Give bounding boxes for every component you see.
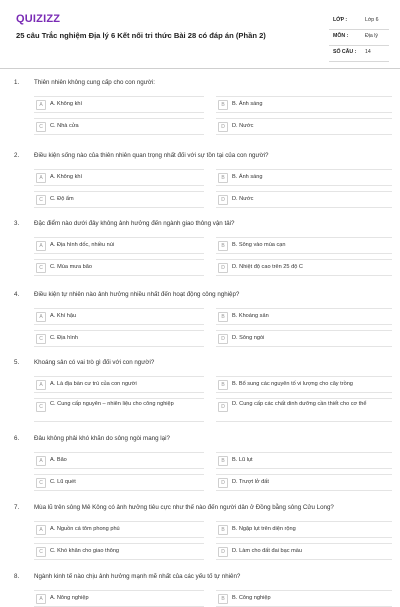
answer-option-b[interactable] [216,590,392,607]
answer-text: D. Nước [232,196,254,202]
answer-text: C. Nhà cửa [50,123,79,129]
answer-letter-badge: A [36,525,46,535]
answer-text: B. Ngập lụt trên diện rộng [232,526,296,532]
answer-text: A. Khí hậu [50,313,77,319]
answer-text: B. Ánh sáng [232,101,263,107]
answer-option-a[interactable] [34,521,204,538]
answer-option-a[interactable] [34,308,204,325]
info-row-subject [329,30,389,46]
answer-text: A. Không khí [50,101,83,107]
question-number: 3. [14,220,20,227]
answer-option-d[interactable] [216,191,392,208]
answer-option-d[interactable] [216,330,392,347]
answer-letter-badge: C [36,195,46,205]
info-row-grade [329,14,389,30]
answer-option-b[interactable] [216,452,392,469]
answer-option-b[interactable] [216,96,392,113]
question-text: Mùa lũ trên sông Mê Kông có ảnh hưởng tiêu cực như thế nào đến người dân ở Đồng bằng sông Cửu Long? [34,504,334,511]
answer-letter-badge: D [218,334,228,344]
answer-letter-badge: D [218,122,228,132]
answer-text: D. Cung cấp các chất dinh dưỡng cần thiết cho cơ thể [232,401,367,407]
answer-letter-badge: B [218,525,228,535]
answer-letter-badge: C [36,263,46,273]
answer-text: C. Lũ quét [50,479,76,485]
answer-option-d[interactable] [216,474,392,491]
worksheet-title: 25 câu Trắc nghiệm Địa lý 6 Kết nối tri thức Bài 28 có đáp án (Phần 2) [16,31,266,40]
quizizz-logo: QUIZIZZ [16,13,61,25]
worksheet-header [0,0,400,66]
question-number: 5. [14,359,20,366]
answer-letter-badge: B [218,100,228,110]
answer-option-a[interactable] [34,376,204,393]
question-number: 7. [14,504,20,511]
answer-text: A. Nông nghiệp [50,595,89,601]
answer-option-d[interactable] [216,398,392,422]
answer-letter-badge: D [218,478,228,488]
answer-option-b[interactable] [216,376,392,393]
info-value: Địa lý [365,33,378,39]
answer-text: B. Khoáng sản [232,313,269,319]
answer-letter-badge: B [218,456,228,466]
info-value: 14 [365,49,371,55]
answer-option-b[interactable] [216,521,392,538]
answer-option-c[interactable] [34,543,204,560]
question-number: 6. [14,435,20,442]
question-text: Điều kiện tự nhiên nào ảnh hưởng nhiều nhất đến hoạt động công nghiệp? [34,291,240,298]
question-text: Điều kiện sống nào của thiên nhiên quan trọng nhất đối với sự tồn tại của con người? [34,152,269,159]
answer-letter-badge: B [218,594,228,604]
answer-text: A. Nguồn cá tôm phong phú [50,526,120,532]
info-label: LỚP : [333,17,348,23]
answer-text: B. Lũ lụt [232,457,253,463]
answer-text: D. Sông ngòi [232,335,265,341]
answer-option-b[interactable] [216,169,392,186]
answer-text: A. Không khí [50,174,83,180]
question-number: 8. [14,573,20,580]
info-value: Lớp 6 [365,17,379,23]
answer-letter-badge: D [218,402,228,412]
answer-text: C. Cung cấp nguyên – nhiên liệu cho công nghiệp [50,401,174,407]
answer-text: D. Làm cho đất đai bạc màu [232,548,302,554]
answer-letter-badge: A [36,456,46,466]
question-text: Khoáng sản có vai trò gì đối với con người? [34,359,155,366]
answer-option-c[interactable] [34,118,204,135]
answer-option-d[interactable] [216,259,392,276]
answer-text: C. Địa hình [50,335,78,341]
info-label: MÔN : [333,33,349,39]
answer-text: D. Trượt lở đất [232,479,269,485]
question-text: Đâu không phải khó khăn do sông ngòi mang lại? [34,435,170,442]
answer-letter-badge: A [36,241,46,251]
answer-letter-badge: B [218,173,228,183]
answer-letter-badge: A [36,594,46,604]
answer-text: B. Bổ sung các nguyên tố vi lượng cho cây trồng [232,381,353,387]
answer-option-a[interactable] [34,590,204,607]
answer-text: D. Nhiệt độ cao trên 25 độ C [232,264,303,270]
answer-letter-badge: C [36,478,46,488]
question-text: Ngành kinh tế nào chịu ảnh hưởng mạnh mẽ nhất của các yếu tố tự nhiên? [34,573,241,580]
info-row-question-count [329,46,389,62]
answer-option-b[interactable] [216,237,392,254]
answer-option-a[interactable] [34,237,204,254]
answer-option-c[interactable] [34,330,204,347]
answer-text: B. Ánh sáng [232,174,263,180]
answer-option-a[interactable] [34,96,204,113]
answer-letter-badge: D [218,195,228,205]
answer-letter-badge: D [218,263,228,273]
answer-text: A. Là địa bàn cư trú của con người [50,381,137,387]
answer-option-b[interactable] [216,308,392,325]
answer-letter-badge: A [36,100,46,110]
answer-text: C. Khó khăn cho giao thông [50,548,120,554]
answer-letter-badge: C [36,402,46,412]
answer-text: A. Địa hình dốc, nhiều núi [50,242,115,248]
answer-text: C. Mùa mưa bão [50,264,92,270]
answer-letter-badge: A [36,173,46,183]
answer-option-d[interactable] [216,543,392,560]
answer-text: D. Nước [232,123,254,129]
answer-text: B. Công nghiệp [232,595,271,601]
answer-option-c[interactable] [34,398,204,422]
question-number: 2. [14,152,20,159]
answer-option-c[interactable] [34,191,204,208]
answer-letter-badge: B [218,380,228,390]
header-divider [0,68,400,69]
answer-letter-badge: C [36,547,46,557]
answer-text: C. Độ ẩm [50,196,74,202]
answer-option-c[interactable] [34,259,204,276]
answer-letter-badge: C [36,122,46,132]
answer-option-a[interactable] [34,169,204,186]
answer-text: B. Sông vào mùa cạn [232,242,286,248]
answer-option-d[interactable] [216,118,392,135]
answer-option-c[interactable] [34,474,204,491]
answer-letter-badge: C [36,334,46,344]
answer-letter-badge: B [218,241,228,251]
question-text: Đặc điểm nào dưới đây không ảnh hưởng đến ngành giao thông vận tải? [34,220,235,227]
info-label: SỐ CÂU : [333,49,357,55]
question-number: 4. [14,291,20,298]
answer-option-a[interactable] [34,452,204,469]
answer-letter-badge: A [36,380,46,390]
answer-letter-badge: B [218,312,228,322]
answer-letter-badge: D [218,547,228,557]
answer-text: A. Bão [50,457,67,463]
worksheet-info-box [329,14,389,62]
answer-letter-badge: A [36,312,46,322]
question-text: Thiên nhiên không cung cấp cho con người: [34,79,156,86]
question-number: 1. [14,79,20,86]
